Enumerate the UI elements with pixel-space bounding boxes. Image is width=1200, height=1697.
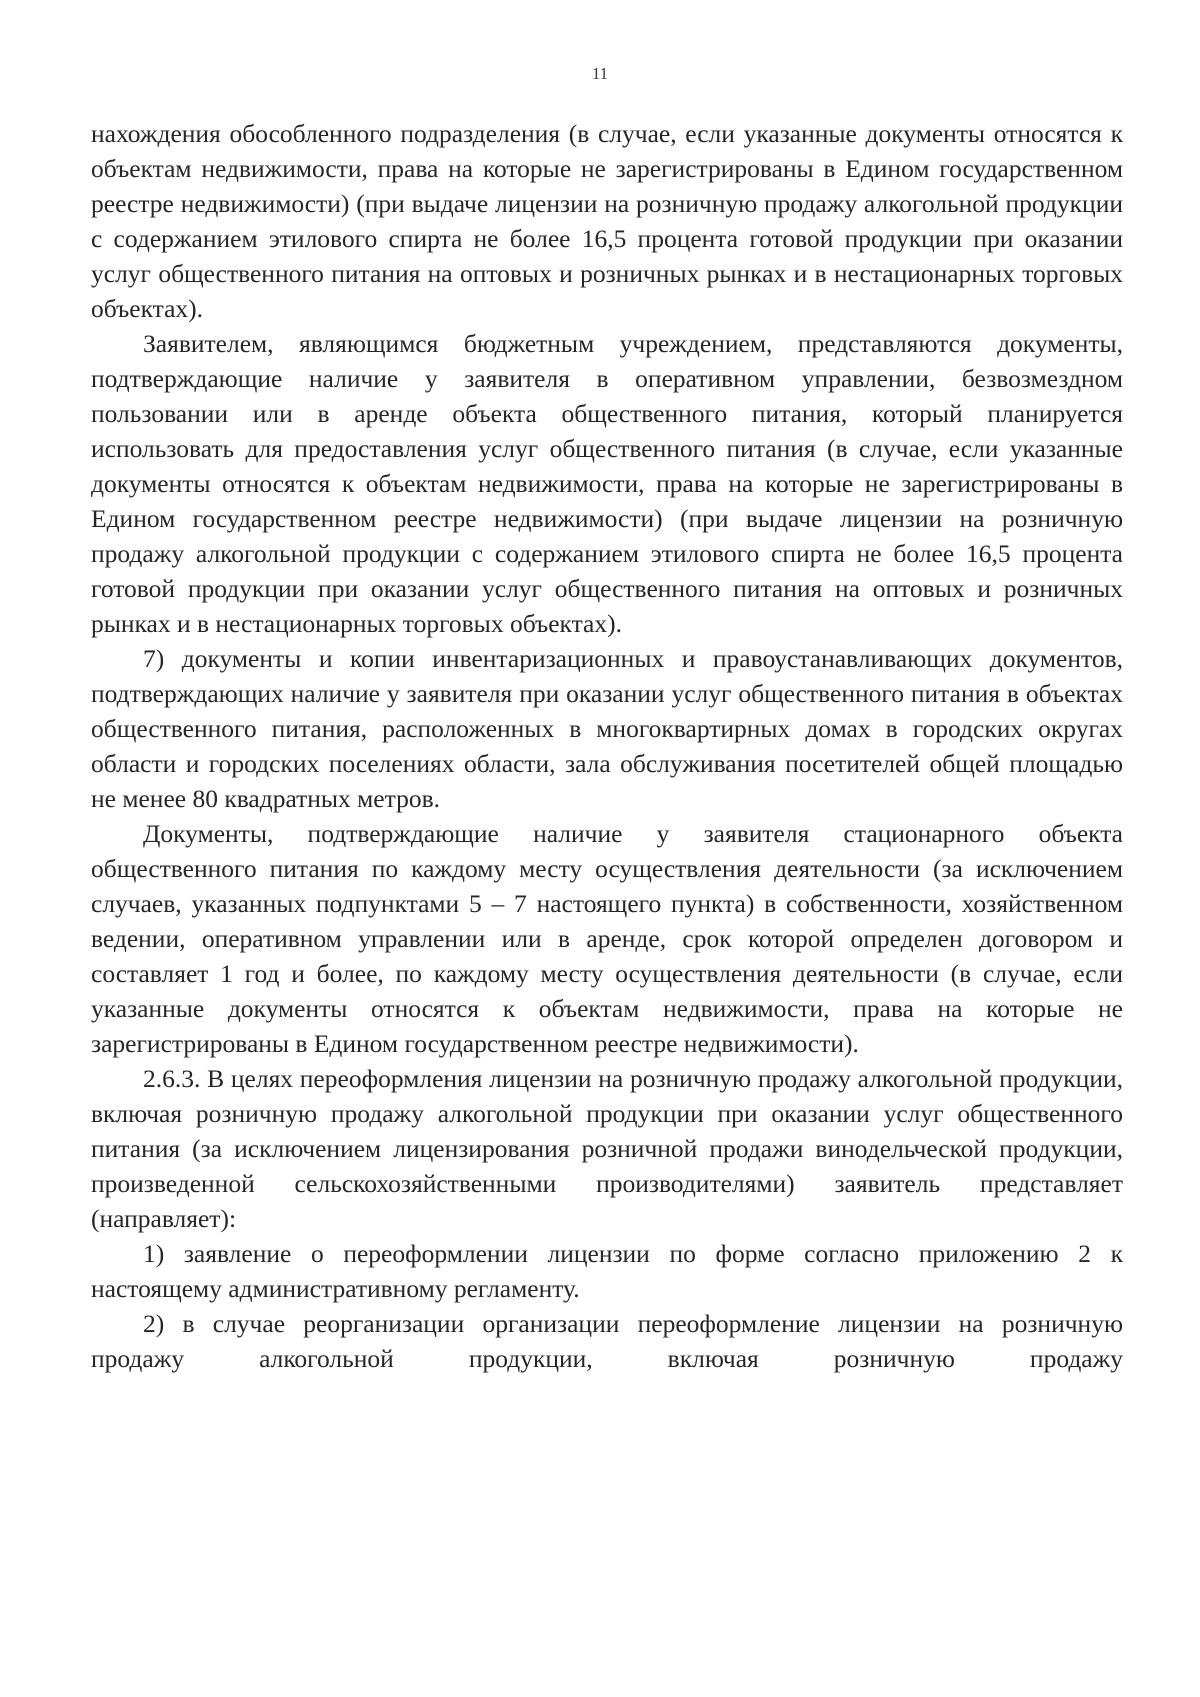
paragraph-budget-institution: Заявителем, являющимся бюджетным учреждением, представляются документы, подтверждающие наличие у заявителя в оперативном управлении, безвозмездном пользовании или в аренде объекта общественного питания, который планируется использовать для предоставления услуг общественного питания (в случае, если указанные документы относятся к объектам недвижимости, права на которые не зарегистрированы в Едином государственном реестре недвижимости) (при выдаче лицензии на розничную продажу алкогольной продукции с содержанием этилового спирта не более 16,5 процента готовой продукции при оказании услуг общественного питания на оптовых и розничных рынках и в нестационарных торговых объектах). xyxy=(91,329,1123,638)
paragraph-item-1: 1) заявление о переоформлении лицензии по форме согласно приложению 2 к настоящему административному регламенту. xyxy=(91,1239,1123,1303)
paragraph-stationary-object: Документы, подтверждающие наличие у заявителя стационарного объекта общественного питания по каждому месту осуществления деятельности (за исключением случаев, указанных подпунктами 5 – 7 настоящего пункта) в собственности, хозяйственном ведении, оперативном управлении или в аренде, срок которой определен договором и составляет 1 год и более, по каждому месту осуществления деятельности (в случае, если указанные документы относятся к объектам недвижимости, права на которые не зарегистрированы в Едином государственном реестре недвижимости). xyxy=(91,819,1123,1058)
paragraph-continuation: нахождения обособленного подразделения (в случае, если указанные документы относятся к объектам недвижимости, права на которые не зарегистрированы в Едином государственном реестре недвижимости) (при выдаче лицензии на розничную продажу алкогольной продукции с содержанием этилового спирта не более 16,5 процента готовой продукции при оказании услуг общественного питания на оптовых и розничных рынках и в нестационарных торговых объектах). xyxy=(91,119,1123,323)
paragraph-item-2: 2) в случае реорганизации организации переоформление лицензии на розничную продажу алкогольной продукции, включая розничную продажу xyxy=(91,1309,1123,1373)
paragraph-item-7: 7) документы и копии инвентаризационных и правоустанавливающих документов, подтверждающих наличие у заявителя при оказании услуг общественного питания в объектах общественного питания, расположенных в многоквартирных домах в городских округах области и городских поселениях области, зала обслуживания посетителей общей площадью не менее 80 квадратных метров. xyxy=(91,644,1123,813)
page-number: 11 xyxy=(591,64,609,83)
document-body xyxy=(91,116,1123,1376)
paragraph-section-2-6-3: 2.6.3. В целях переоформления лицензии на розничную продажу алкогольной продукции, включая розничную продажу алкогольной продукции при оказании услуг общественного питания (за исключением лицензирования розничной продажи винодельческой продукции, произведенной сельскохозяйственными производителями) заявитель представляет (направляет): xyxy=(91,1064,1123,1233)
